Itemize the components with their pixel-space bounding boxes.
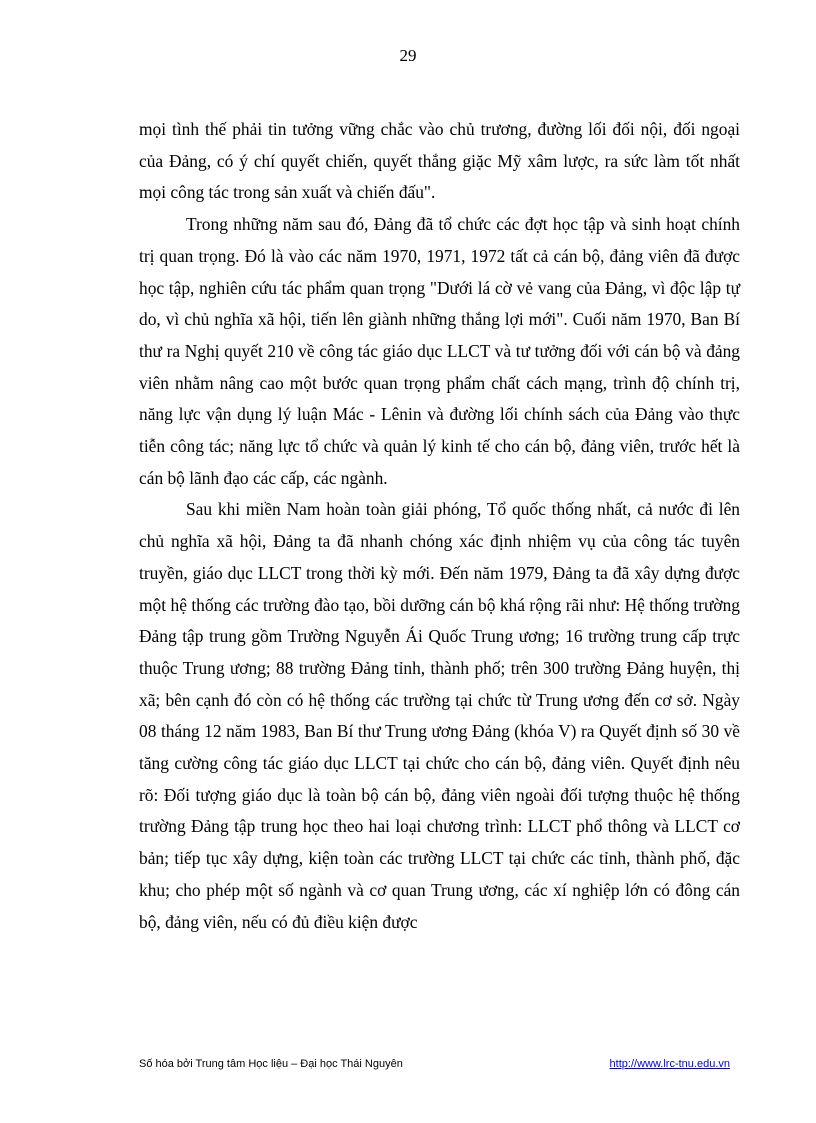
body-text (139, 114, 740, 938)
paragraph: Sau khi miền Nam hoàn toàn giải phóng, Tổ quốc thống nhất, cả nước đi lên chủ nghĩa xã hội, Đảng ta đã nhanh chóng xác định nhiệm vụ của công tác tuyên truyền, giáo dục LLCT trong thời kỳ mới. Đến năm 1979, Đảng ta đã xây dựng được một hệ thống các trường đào tạo, bồi dưỡng cán bộ khá rộng rãi như: Hệ thống trường Đảng tập trung gồm Trường Nguyễn Ái Quốc Trung ương; 16 trường trung cấp trực thuộc Trung ương; 88 trường Đảng tỉnh, thành phố; trên 300 trường Đảng huyện, thị xã; bên cạnh đó còn có hệ thống các trường tại chức từ Trung ương đến cơ sở. Ngày 08 tháng 12 năm 1983, Ban Bí thư Trung ương Đảng (khóa V) ra Quyết định số 30 về tăng cường công tác giáo dục LLCT tại chức cho cán bộ, đảng viên. Quyết định nêu rõ: Đối tượng giáo dục là toàn bộ cán bộ, đảng viên ngoài đối tượng thuộc hệ thống trường Đảng tập trung học theo hai loại chương trình: LLCT phổ thông và LLCT cơ bản; tiếp tục xây dựng, kiện toàn các trường LLCT tại chức các tỉnh, thành phố, đặc khu; cho phép một số ngành và cơ quan Trung ương, các xí nghiệp lớn có đông cán bộ, đảng viên, nếu có đủ điều kiện được (139, 499, 740, 932)
footer-link[interactable]: http://www.lrc-tnu.edu.vn (609, 1058, 730, 1070)
page-number: 29 (399, 46, 417, 65)
paragraph-continuation: mọi tình thế phải tin tưởng vững chắc vào chủ trương, đường lối đối nội, đối ngoại của Đảng, có ý chí quyết chiến, quyết thắng giặc Mỹ xâm lược, ra sức làm tốt nhất mọi công tác trong sản xuất và chiến đấu". (139, 119, 740, 203)
footer (139, 1058, 730, 1070)
footer-source-text: Số hóa bởi Trung tâm Học liệu – Đại học Thái Nguyên (139, 1058, 403, 1070)
paragraph: Trong những năm sau đó, Đảng đã tổ chức các đợt học tập và sinh hoạt chính trị quan trọng. Đó là vào các năm 1970, 1971, 1972 tất cả cán bộ, đảng viên đã được học tập, nghiên cứu tác phẩm quan trọng "Dưới lá cờ vẻ vang của Đảng, vì độc lập tự do, vì chủ nghĩa xã hội, tiến lên giành những thắng lợi mới". Cuối năm 1970, Ban Bí thư ra Nghị quyết 210 về công tác giáo dục LLCT và tư tưởng đối với cán bộ và đảng viên nhằm nâng cao một bước quan trọng phẩm chất cách mạng, trình độ chính trị, năng lực vận dụng lý luận Mác - Lênin và đường lối chính sách của Đảng vào thực tiễn công tác; năng lực tổ chức và quản lý kinh tế cho cán bộ, đảng viên, trước hết là cán bộ lãnh đạo các cấp, các ngành. (139, 214, 740, 488)
